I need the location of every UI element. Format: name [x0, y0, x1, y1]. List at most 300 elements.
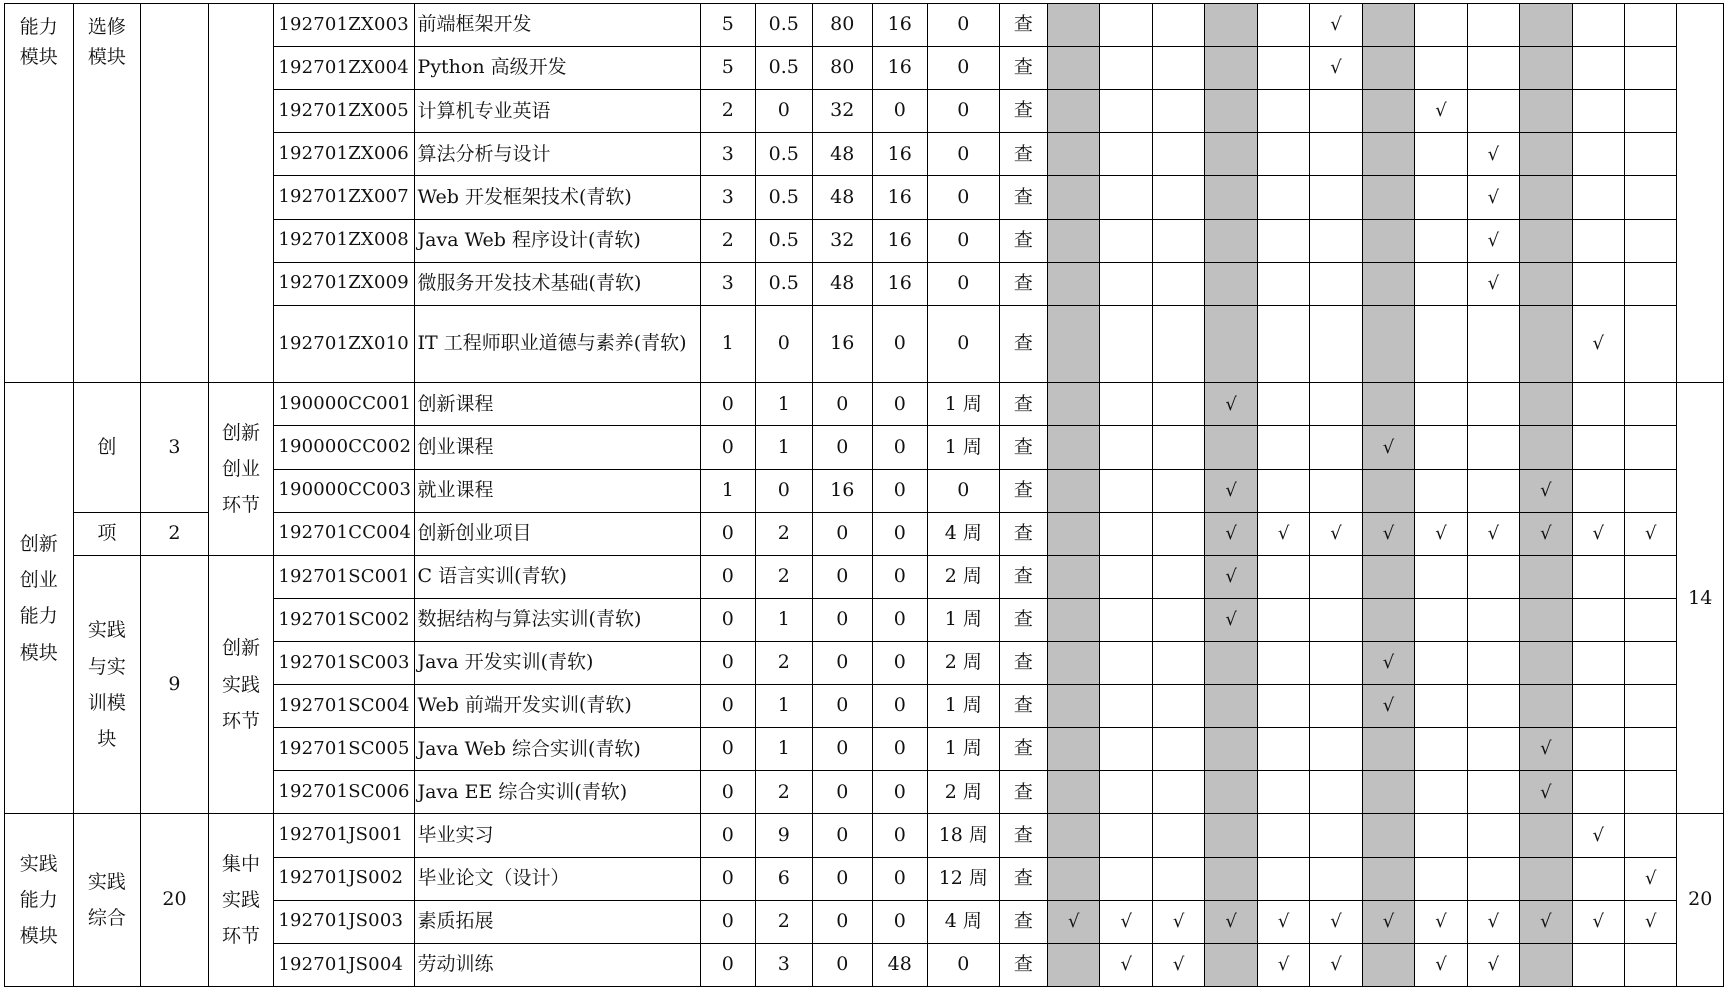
- course-name: 劳动训练: [414, 943, 701, 986]
- check-cell: [1048, 555, 1100, 598]
- course-hours-c1: 0: [701, 383, 755, 426]
- course-hours-c2: 1: [755, 685, 813, 728]
- course-hours-c5: 4 周: [927, 512, 999, 555]
- course-name: IT 工程师职业道德与素养(青软): [414, 305, 701, 383]
- course-hours-c1: 5: [701, 4, 755, 47]
- submodule-cell: [73, 4, 141, 383]
- check-cell: [1467, 133, 1519, 176]
- module-cell: [5, 814, 74, 987]
- check-cell: [1257, 857, 1309, 900]
- course-hours-c2: 0.5: [755, 4, 813, 47]
- check-mark: √: [1330, 522, 1342, 544]
- course-hours-c4: 16: [872, 219, 927, 262]
- check-cell: [1310, 4, 1362, 47]
- course-hours-c1: 0: [701, 598, 755, 641]
- course-hours-c5: 0: [927, 176, 999, 219]
- link-cell-text: 创新创业环节: [222, 421, 261, 517]
- check-cell: [1520, 728, 1572, 771]
- check-cell: [1205, 176, 1257, 219]
- check-cell: [1152, 4, 1204, 47]
- check-mark: √: [1540, 910, 1552, 932]
- course-hours-c5: 2 周: [927, 642, 999, 685]
- check-cell: [1257, 469, 1309, 512]
- course-hours-c4: 0: [872, 90, 927, 133]
- check-cell: [1310, 771, 1362, 814]
- check-mark: √: [1277, 954, 1290, 976]
- assessment-cell: 查: [999, 262, 1047, 305]
- check-mark: √: [1330, 954, 1342, 976]
- check-mark: √: [1382, 436, 1395, 458]
- check-cell: [1467, 685, 1519, 728]
- check-cell: [1572, 426, 1624, 469]
- check-mark: √: [1330, 14, 1342, 36]
- check-cell: [1048, 943, 1100, 986]
- assessment-cell: 查: [999, 943, 1047, 986]
- check-cell: [1048, 900, 1100, 943]
- check-cell: [1100, 219, 1152, 262]
- link-cell-text: 集中实践环节: [222, 853, 261, 948]
- course-hours-c2: 0: [755, 469, 813, 512]
- check-cell: [1415, 598, 1467, 641]
- check-cell: [1415, 469, 1467, 512]
- check-cell: [1415, 305, 1467, 383]
- check-cell: [1257, 90, 1309, 133]
- check-cell: [1310, 133, 1362, 176]
- check-cell: [1048, 598, 1100, 641]
- check-cell: [1257, 598, 1309, 641]
- check-cell: [1572, 512, 1624, 555]
- check-cell: [1572, 598, 1624, 641]
- check-cell: [1205, 900, 1257, 943]
- check-cell: [1310, 598, 1362, 641]
- check-cell: [1362, 4, 1414, 47]
- check-cell: [1048, 512, 1100, 555]
- course-hours-c3: 0: [813, 685, 873, 728]
- check-cell: [1520, 383, 1572, 426]
- course-hours-c4: 16: [872, 4, 927, 47]
- course-hours-c5: 0: [927, 943, 999, 986]
- check-cell: [1257, 771, 1309, 814]
- check-cell: [1520, 47, 1572, 90]
- submodule-cell-text: 实践综合: [87, 871, 126, 930]
- check-cell: [1362, 857, 1414, 900]
- check-cell: [1152, 469, 1204, 512]
- course-hours-c3: 0: [813, 943, 873, 986]
- check-cell: [1100, 47, 1152, 90]
- check-cell: [1048, 4, 1100, 47]
- check-cell: [1257, 219, 1309, 262]
- check-cell: [1152, 90, 1204, 133]
- course-name: 素质拓展: [414, 900, 701, 943]
- check-cell: [1100, 814, 1152, 857]
- submodule-cell: [73, 814, 141, 987]
- check-cell: [1415, 383, 1467, 426]
- check-cell: [1152, 642, 1204, 685]
- check-cell: [1520, 133, 1572, 176]
- course-hours-c3: 0: [813, 426, 873, 469]
- check-cell: [1048, 469, 1100, 512]
- check-cell: [1520, 943, 1572, 986]
- check-cell: [1152, 943, 1204, 986]
- check-cell: [1100, 555, 1152, 598]
- course-code: 192701ZX006: [274, 133, 414, 176]
- check-cell: [1048, 305, 1100, 383]
- check-cell: [1625, 262, 1677, 305]
- check-cell: [1467, 943, 1519, 986]
- check-cell: [1467, 814, 1519, 857]
- course-code: 190000CC001: [274, 383, 414, 426]
- check-mark: √: [1592, 333, 1605, 355]
- check-cell: [1520, 814, 1572, 857]
- check-cell: [1048, 47, 1100, 90]
- check-cell: [1362, 90, 1414, 133]
- check-cell: [1625, 728, 1677, 771]
- check-cell: [1205, 383, 1257, 426]
- total-cell: [1677, 4, 1724, 383]
- course-hours-c4: 0: [872, 642, 927, 685]
- check-cell: [1152, 219, 1204, 262]
- check-cell: [1467, 90, 1519, 133]
- check-cell: [1362, 900, 1414, 943]
- course-name: Java Web 程序设计(青软): [414, 219, 701, 262]
- course-hours-c1: 1: [701, 305, 755, 383]
- check-cell: [1100, 685, 1152, 728]
- check-cell: [1310, 814, 1362, 857]
- check-cell: [1362, 598, 1414, 641]
- check-cell: [1415, 943, 1467, 986]
- check-cell: [1048, 685, 1100, 728]
- check-cell: [1572, 469, 1624, 512]
- check-mark: √: [1330, 57, 1342, 79]
- course-name: 微服务开发技术基础(青软): [414, 262, 701, 305]
- course-code: 192701JS002: [274, 857, 414, 900]
- check-mark: √: [1225, 565, 1237, 587]
- check-cell: [1152, 262, 1204, 305]
- check-cell: [1205, 219, 1257, 262]
- check-cell: [1100, 598, 1152, 641]
- check-cell: [1152, 900, 1204, 943]
- course-hours-c5: 1 周: [927, 598, 999, 641]
- check-mark: √: [1382, 522, 1395, 544]
- course-hours-c5: 0: [927, 219, 999, 262]
- assessment-cell: 查: [999, 4, 1047, 47]
- credits-cell: 3: [141, 383, 209, 512]
- check-cell: [1048, 133, 1100, 176]
- check-cell: [1362, 814, 1414, 857]
- check-cell: [1415, 814, 1467, 857]
- course-hours-c2: 1: [755, 598, 813, 641]
- total-cell: 14: [1677, 383, 1724, 814]
- course-code: 192701ZX010: [274, 305, 414, 383]
- course-hours-c3: 0: [813, 383, 873, 426]
- check-cell: [1152, 728, 1204, 771]
- course-hours-c5: 0: [927, 133, 999, 176]
- check-cell: [1100, 383, 1152, 426]
- table-row: [5, 555, 1724, 598]
- course-hours-c2: 0: [755, 305, 813, 383]
- check-mark: √: [1645, 867, 1657, 889]
- check-cell: [1415, 642, 1467, 685]
- check-cell: [1467, 305, 1519, 383]
- course-hours-c4: 0: [872, 512, 927, 555]
- check-cell: [1362, 262, 1414, 305]
- link-cell: [208, 4, 274, 383]
- check-cell: [1415, 90, 1467, 133]
- course-code: 192701ZX008: [274, 219, 414, 262]
- link-cell-text: 创新实践环节: [222, 637, 261, 732]
- course-hours-c4: 0: [872, 814, 927, 857]
- course-name: 就业课程: [414, 469, 701, 512]
- check-cell: [1310, 900, 1362, 943]
- check-cell: [1205, 642, 1257, 685]
- check-cell: [1100, 176, 1152, 219]
- course-hours-c3: 48: [813, 262, 873, 305]
- check-mark: √: [1225, 393, 1237, 415]
- course-hours-c1: 0: [701, 685, 755, 728]
- check-cell: [1625, 900, 1677, 943]
- check-mark: √: [1172, 910, 1185, 932]
- check-mark: √: [1540, 781, 1552, 803]
- check-cell: [1415, 555, 1467, 598]
- course-hours-c3: 48: [813, 176, 873, 219]
- check-cell: [1415, 176, 1467, 219]
- credits-cell: 9: [141, 555, 209, 814]
- module-cell-text: 能力模块: [19, 16, 58, 69]
- course-name: 数据结构与算法实训(青软): [414, 598, 701, 641]
- check-cell: [1257, 133, 1309, 176]
- check-cell: [1205, 771, 1257, 814]
- assessment-cell: 查: [999, 771, 1047, 814]
- assessment-cell: 查: [999, 555, 1047, 598]
- check-cell: [1100, 943, 1152, 986]
- check-mark: √: [1435, 954, 1447, 976]
- check-cell: [1467, 426, 1519, 469]
- check-cell: [1048, 642, 1100, 685]
- course-name: 计算机专业英语: [414, 90, 701, 133]
- check-cell: [1467, 512, 1519, 555]
- check-cell: [1572, 262, 1624, 305]
- course-code: 192701JS003: [274, 900, 414, 943]
- assessment-cell: 查: [999, 642, 1047, 685]
- course-hours-c4: 0: [872, 685, 927, 728]
- check-cell: [1625, 305, 1677, 383]
- check-cell: [1310, 90, 1362, 133]
- check-mark: √: [1068, 910, 1080, 932]
- check-cell: [1467, 900, 1519, 943]
- check-cell: [1152, 176, 1204, 219]
- course-hours-c4: 0: [872, 857, 927, 900]
- check-cell: [1152, 305, 1204, 383]
- course-code: 192701SC002: [274, 598, 414, 641]
- course-hours-c3: 0: [813, 771, 873, 814]
- course-hours-c4: 0: [872, 555, 927, 598]
- check-cell: [1310, 469, 1362, 512]
- course-hours-c1: 0: [701, 642, 755, 685]
- check-cell: [1467, 262, 1519, 305]
- course-hours-c2: 0: [755, 90, 813, 133]
- check-cell: [1520, 642, 1572, 685]
- check-cell: [1572, 642, 1624, 685]
- course-code: 192701SC003: [274, 642, 414, 685]
- course-hours-c2: 9: [755, 814, 813, 857]
- course-hours-c1: 0: [701, 512, 755, 555]
- course-hours-c1: 0: [701, 900, 755, 943]
- course-hours-c2: 3: [755, 943, 813, 986]
- check-mark: √: [1277, 910, 1290, 932]
- check-cell: [1520, 512, 1572, 555]
- course-hours-c3: 0: [813, 814, 873, 857]
- check-cell: [1310, 262, 1362, 305]
- course-code: 192701ZX005: [274, 90, 414, 133]
- assessment-cell: 查: [999, 900, 1047, 943]
- check-cell: [1467, 4, 1519, 47]
- check-cell: [1257, 728, 1309, 771]
- check-cell: [1205, 512, 1257, 555]
- check-cell: [1362, 176, 1414, 219]
- check-cell: [1310, 305, 1362, 383]
- check-cell: [1625, 176, 1677, 219]
- check-cell: [1152, 383, 1204, 426]
- check-cell: [1257, 685, 1309, 728]
- course-hours-c1: 0: [701, 857, 755, 900]
- check-cell: [1100, 642, 1152, 685]
- course-code: 192701ZX003: [274, 4, 414, 47]
- course-hours-c5: 0: [927, 47, 999, 90]
- assessment-cell: 查: [999, 728, 1047, 771]
- course-hours-c4: 0: [872, 383, 927, 426]
- assessment-cell: 查: [999, 47, 1047, 90]
- check-cell: [1415, 426, 1467, 469]
- course-hours-c2: 0.5: [755, 47, 813, 90]
- total-cell: 20: [1677, 814, 1724, 987]
- assessment-cell: 查: [999, 305, 1047, 383]
- check-cell: [1362, 771, 1414, 814]
- check-cell: [1467, 642, 1519, 685]
- check-cell: [1152, 133, 1204, 176]
- course-hours-c4: 16: [872, 47, 927, 90]
- check-cell: [1100, 262, 1152, 305]
- check-mark: √: [1172, 954, 1185, 976]
- course-hours-c1: 2: [701, 90, 755, 133]
- course-hours-c3: 16: [813, 469, 873, 512]
- check-cell: [1625, 943, 1677, 986]
- check-mark: √: [1487, 229, 1500, 251]
- assessment-cell: 查: [999, 512, 1047, 555]
- check-cell: [1520, 857, 1572, 900]
- check-cell: [1520, 4, 1572, 47]
- check-cell: [1467, 383, 1519, 426]
- check-cell: [1362, 469, 1414, 512]
- check-cell: [1625, 685, 1677, 728]
- check-cell: [1100, 469, 1152, 512]
- check-cell: [1152, 771, 1204, 814]
- check-mark: √: [1540, 522, 1552, 544]
- assessment-cell: 查: [999, 176, 1047, 219]
- check-cell: [1467, 598, 1519, 641]
- check-cell: [1625, 642, 1677, 685]
- check-cell: [1625, 4, 1677, 47]
- check-cell: [1572, 133, 1624, 176]
- check-cell: [1205, 133, 1257, 176]
- course-hours-c3: 0: [813, 900, 873, 943]
- check-cell: [1100, 728, 1152, 771]
- course-hours-c4: 0: [872, 728, 927, 771]
- course-hours-c1: 0: [701, 771, 755, 814]
- check-cell: [1625, 383, 1677, 426]
- course-name: 毕业论文（设计）: [414, 857, 701, 900]
- check-cell: [1048, 90, 1100, 133]
- check-cell: [1520, 555, 1572, 598]
- check-cell: [1205, 814, 1257, 857]
- course-name: Web 前端开发实训(青软): [414, 685, 701, 728]
- check-cell: [1362, 512, 1414, 555]
- course-hours-c1: 0: [701, 814, 755, 857]
- check-cell: [1572, 900, 1624, 943]
- course-hours-c3: 80: [813, 4, 873, 47]
- check-cell: [1625, 469, 1677, 512]
- course-hours-c5: 0: [927, 90, 999, 133]
- check-cell: [1520, 598, 1572, 641]
- check-cell: [1205, 469, 1257, 512]
- submodule-cell: 项: [73, 512, 141, 555]
- check-cell: [1100, 133, 1152, 176]
- course-hours-c2: 1: [755, 728, 813, 771]
- module-cell: [5, 383, 74, 814]
- course-name: Web 开发框架技术(青软): [414, 176, 701, 219]
- check-cell: [1048, 176, 1100, 219]
- course-hours-c4: 0: [872, 900, 927, 943]
- course-hours-c2: 6: [755, 857, 813, 900]
- course-name: Java Web 综合实训(青软): [414, 728, 701, 771]
- check-cell: [1415, 4, 1467, 47]
- course-name: Java 开发实训(青软): [414, 642, 701, 685]
- check-cell: [1572, 943, 1624, 986]
- check-cell: [1205, 857, 1257, 900]
- check-cell: [1625, 47, 1677, 90]
- check-cell: [1257, 555, 1309, 598]
- check-cell: [1415, 771, 1467, 814]
- check-cell: [1152, 512, 1204, 555]
- check-mark: √: [1540, 738, 1552, 760]
- check-cell: [1572, 555, 1624, 598]
- course-hours-c1: 1: [701, 469, 755, 512]
- course-name: 毕业实习: [414, 814, 701, 857]
- check-cell: [1100, 305, 1152, 383]
- course-hours-c5: 0: [927, 305, 999, 383]
- course-hours-c5: 1 周: [927, 685, 999, 728]
- check-cell: [1415, 512, 1467, 555]
- check-cell: [1362, 133, 1414, 176]
- course-hours-c3: 0: [813, 642, 873, 685]
- course-hours-c2: 0.5: [755, 219, 813, 262]
- check-cell: [1467, 728, 1519, 771]
- table-row: [5, 4, 1724, 47]
- course-code: 192701SC001: [274, 555, 414, 598]
- check-mark: √: [1120, 954, 1132, 976]
- course-hours-c3: 0: [813, 512, 873, 555]
- check-cell: [1100, 900, 1152, 943]
- course-hours-c5: 4 周: [927, 900, 999, 943]
- course-hours-c2: 2: [755, 900, 813, 943]
- check-mark: √: [1382, 695, 1395, 717]
- check-cell: [1100, 90, 1152, 133]
- link-cell: [208, 383, 274, 555]
- credits-cell: 20: [141, 814, 209, 987]
- check-cell: [1310, 176, 1362, 219]
- check-cell: [1205, 426, 1257, 469]
- submodule-cell: 创: [73, 383, 141, 512]
- check-cell: [1310, 728, 1362, 771]
